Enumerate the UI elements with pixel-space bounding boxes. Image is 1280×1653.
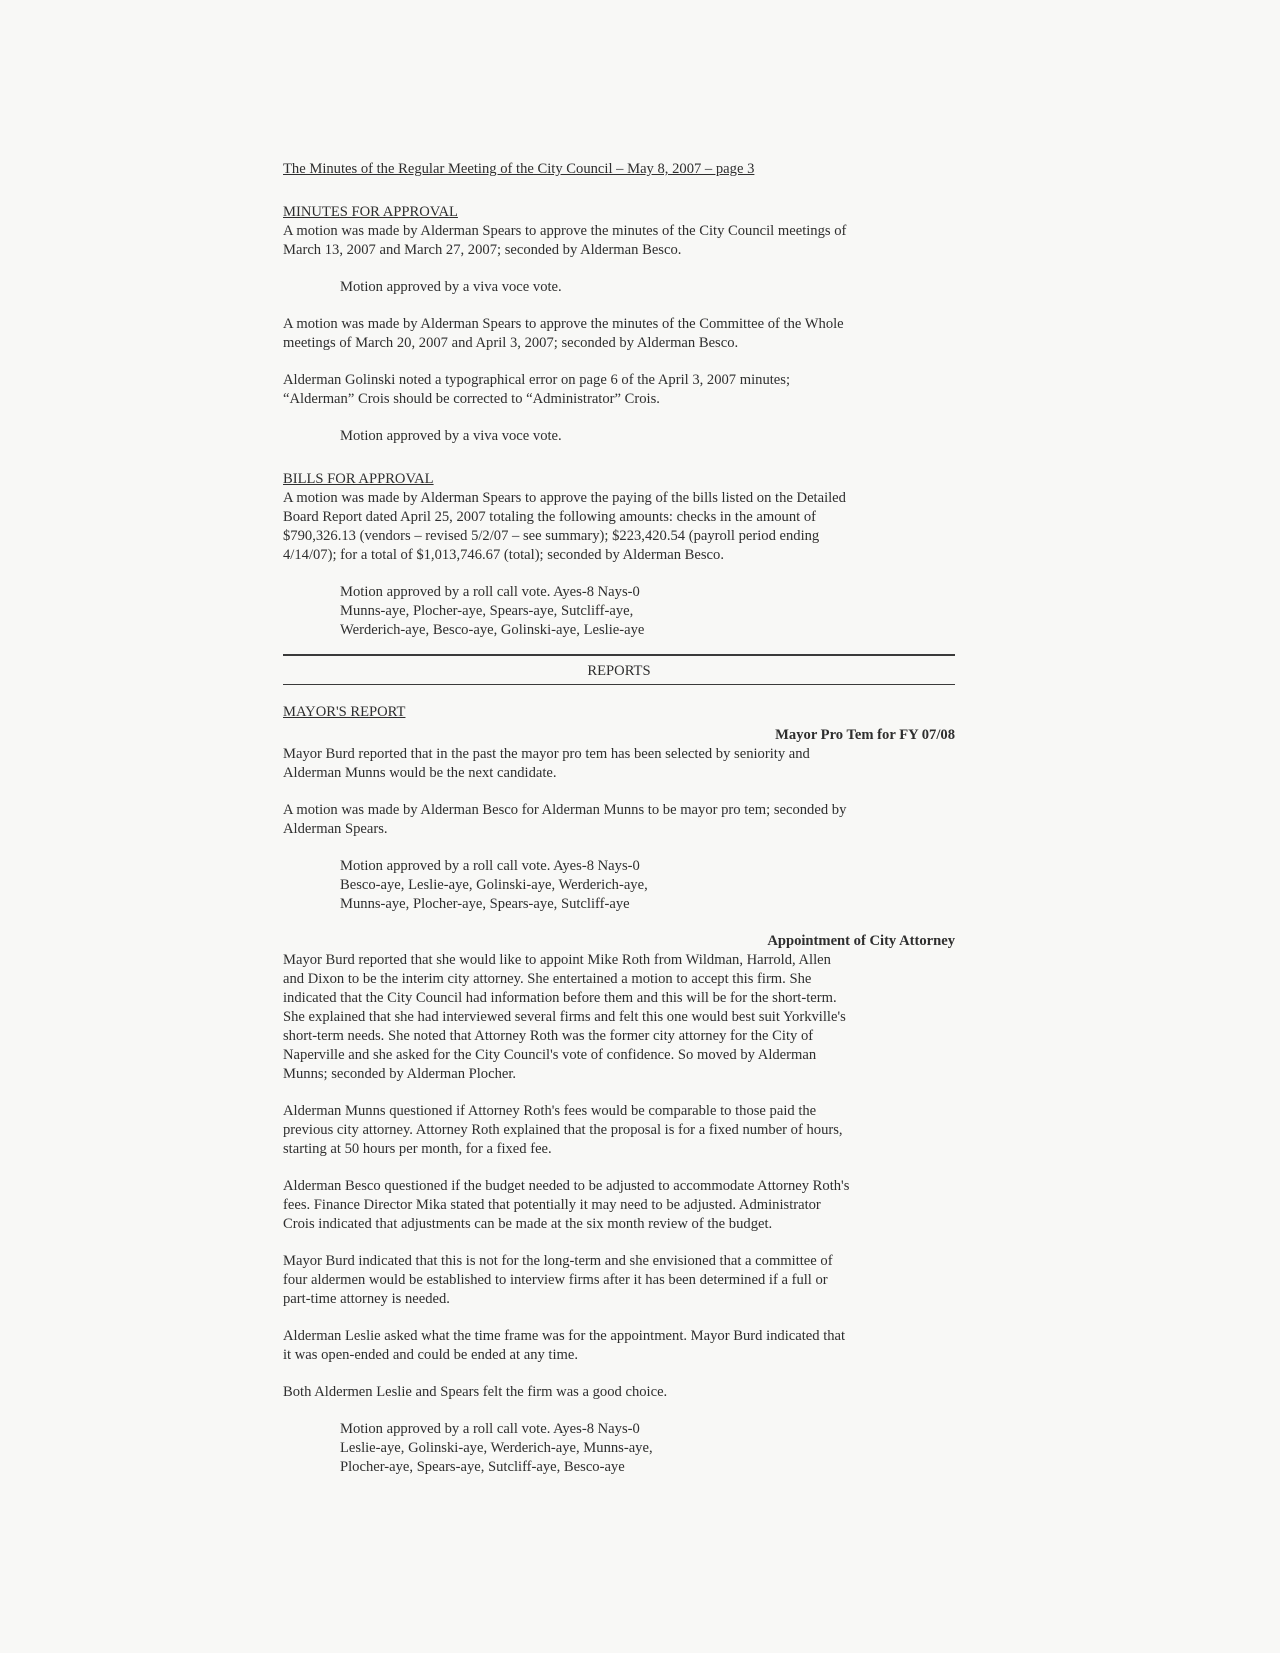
reports-rule-bottom [283, 684, 955, 685]
attorney-para-4-line-3: part-time attorney is needed. [283, 1291, 450, 1307]
attorney-para-4-line-2: four aldermen would be established to interview firms after it has been determined if a full or [283, 1272, 828, 1288]
subheading-city-attorney: Appointment of City Attorney [767, 933, 955, 949]
mayors-report-heading: MAYOR'S REPORT [283, 704, 406, 720]
attorney-para-3-line-1: Alderman Besco questioned if the budget needed to be adjusted to accommodate Attorney Roth's [283, 1178, 850, 1194]
page-title: The Minutes of the Regular Meeting of the City Council – May 8, 2007 – page 3 [283, 161, 755, 177]
attorney-para-1-line-4: She explained that she had interviewed several firms and felt this one would best suit Yorkville's [283, 1009, 846, 1025]
minutes-vote-1: Motion approved by a viva voce vote. [340, 279, 562, 295]
attorney-para-6: Both Aldermen Leslie and Spears felt the firm was a good choice. [283, 1384, 668, 1400]
bills-vote-line-1: Motion approved by a roll call vote. Ayes-8 Nays-0 [340, 584, 640, 600]
bills-para-line-2: Board Report dated April 25, 2007 totaling the following amounts: checks in the amount of [283, 509, 816, 525]
attorney-para-1-line-3: indicated that the City Council had information before them and this will be for the short-term. [283, 990, 837, 1006]
bills-para-line-3: $790,326.13 (vendors – revised 5/2/07 – see summary); $223,420.54 (payroll period ending [283, 528, 820, 544]
bills-vote-line-3: Werderich-aye, Besco-aye, Golinski-aye, Leslie-aye [340, 622, 645, 638]
minutes-vote-2: Motion approved by a viva voce vote. [340, 428, 562, 444]
attorney-para-3-line-3: Crois indicated that adjustments can be made at the six month review of the budget. [283, 1216, 773, 1232]
minutes-para-2-line-1: A motion was made by Alderman Spears to approve the minutes of the Committee of the Whole [283, 316, 844, 332]
minutes-para-3-line-2: “Alderman” Crois should be corrected to “Administrator” Crois. [283, 391, 660, 407]
minutes-para-2-line-2: meetings of March 20, 2007 and April 3, 2007; seconded by Alderman Besco. [283, 335, 739, 351]
attorney-para-4-line-1: Mayor Burd indicated that this is not for the long-term and she envisioned that a committee of [283, 1253, 833, 1269]
attorney-para-1-line-1: Mayor Burd reported that she would like to appoint Mike Roth from Wildman, Harrold, Allen [283, 952, 831, 968]
pro-tem-para-2-line-1: A motion was made by Alderman Besco for Alderman Munns to be mayor pro tem; seconded by [283, 802, 847, 818]
attorney-para-3-line-2: fees. Finance Director Mika stated that potentially it may need to be adjusted. Administrator [283, 1197, 821, 1213]
minutes-para-1-line-1: A motion was made by Alderman Spears to approve the minutes of the City Council meetings of [283, 223, 847, 239]
attorney-para-2-line-2: previous city attorney. Attorney Roth explained that the proposal is for a fixed number of hours, [283, 1122, 843, 1138]
bills-para-line-1: A motion was made by Alderman Spears to approve the paying of the bills listed on the Detailed [283, 490, 846, 506]
pro-tem-para-2-line-2: Alderman Spears. [283, 821, 388, 837]
reports-rule-top [283, 654, 955, 656]
attorney-vote-line-3: Plocher-aye, Spears-aye, Sutcliff-aye, Besco-aye [340, 1459, 625, 1475]
attorney-para-2-line-1: Alderman Munns questioned if Attorney Roth's fees would be comparable to those paid the [283, 1103, 817, 1119]
attorney-vote-line-2: Leslie-aye, Golinski-aye, Werderich-aye, Munns-aye, [340, 1440, 653, 1456]
pro-tem-vote-line-2: Besco-aye, Leslie-aye, Golinski-aye, Werderich-aye, [340, 877, 648, 893]
bills-para-line-4: 4/14/07); for a total of $1,013,746.67 (total); seconded by Alderman Besco. [283, 547, 724, 563]
bills-heading: BILLS FOR APPROVAL [283, 471, 434, 487]
attorney-vote-line-1: Motion approved by a roll call vote. Ayes-8 Nays-0 [340, 1421, 640, 1437]
attorney-para-2-line-3: starting at 50 hours per month, for a fixed fee. [283, 1141, 552, 1157]
attorney-para-1-line-5: short-term needs. She noted that Attorney Roth was the former city attorney for the City of [283, 1028, 814, 1044]
attorney-para-1-line-2: and Dixon to be the interim city attorney. She entertained a motion to accept this firm. She [283, 971, 812, 987]
minutes-para-3-line-1: Alderman Golinski noted a typographical error on page 6 of the April 3, 2007 minutes; [283, 372, 791, 388]
minutes-para-1-line-2: March 13, 2007 and March 27, 2007; seconded by Alderman Besco. [283, 242, 682, 258]
pro-tem-para-1-line-2: Alderman Munns would be the next candidate. [283, 765, 557, 781]
bills-vote-line-2: Munns-aye, Plocher-aye, Spears-aye, Sutcliff-aye, [340, 603, 634, 619]
minutes-heading: MINUTES FOR APPROVAL [283, 204, 458, 220]
pro-tem-vote-line-3: Munns-aye, Plocher-aye, Spears-aye, Sutcliff-aye [340, 896, 630, 912]
pro-tem-para-1-line-1: Mayor Burd reported that in the past the mayor pro tem has been selected by seniority and [283, 746, 810, 762]
subheading-mayor-pro-tem: Mayor Pro Tem for FY 07/08 [775, 727, 955, 743]
attorney-para-5-line-1: Alderman Leslie asked what the time frame was for the appointment. Mayor Burd indicated that [283, 1328, 846, 1344]
attorney-para-5-line-2: it was open-ended and could be ended at any time. [283, 1347, 579, 1363]
attorney-para-1-line-7: Munns; seconded by Alderman Plocher. [283, 1066, 517, 1082]
attorney-para-1-line-6: Naperville and she asked for the City Council's vote of confidence. So moved by Alderman [283, 1047, 817, 1063]
document-body [283, 160, 955, 1477]
pro-tem-vote-line-1: Motion approved by a roll call vote. Ayes-8 Nays-0 [340, 858, 640, 874]
reports-label: REPORTS [587, 663, 651, 679]
